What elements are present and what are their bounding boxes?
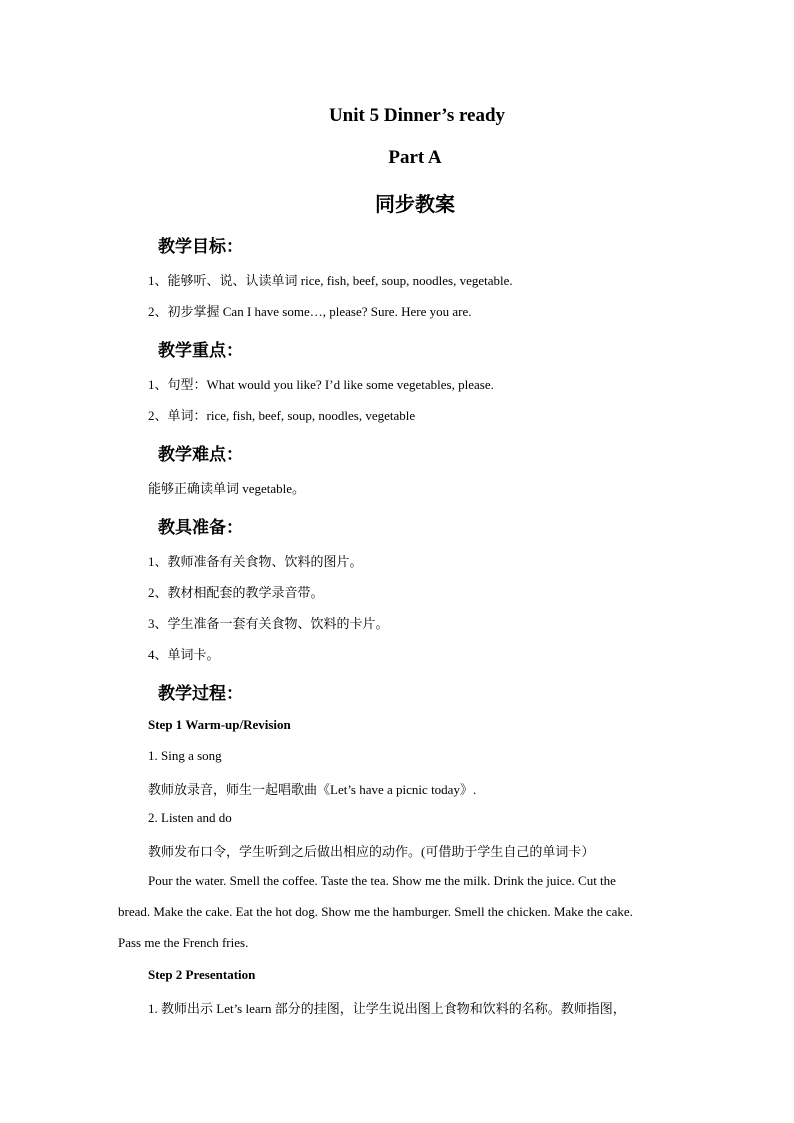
material-item: 1、教师准备有关食物、饮料的图片。 <box>148 554 363 569</box>
step2-text: 1. 教师出示 Let’s learn 部分的挂图，让学生说出图上食物和饮料的名称。教师指图， <box>148 1001 626 1016</box>
step1-paragraph-line: bread. Make the cake. Eat the hot dog. Show me the hamburger. Smell the chicken. Make the cake. <box>118 904 633 919</box>
materials-heading: 教具准备： <box>158 518 243 538</box>
objective-item: 2、初步掌握 Can I have some…, please? Sure. Here you are. <box>148 304 472 319</box>
difficulties-heading: 教学难点： <box>158 445 243 465</box>
step1-paragraph-line: Pour the water. Smell the coffee. Taste the tea. Show me the milk. Drink the juice. Cut the <box>148 873 616 888</box>
material-item: 4、单词卡。 <box>148 647 220 662</box>
key-points-heading: 教学重点： <box>158 341 243 361</box>
document-subtitle: Part A <box>388 147 442 168</box>
step1-text: 教师放录音，师生一起唱歌曲《Let’s have a picnic today》. <box>148 782 477 797</box>
document-title: Unit 5 Dinner’s ready <box>328 105 506 126</box>
objective-item: 1、能够听、说、认读单词 rice, fish, beef, soup, noodles, vegetable. <box>148 273 513 288</box>
step1-subheading: 1. Sing a song <box>148 748 222 763</box>
key-point-item: 2、单词：rice, fish, beef, soup, noodles, vegetable <box>148 408 416 423</box>
step1-subheading: 2. Listen and do <box>148 810 232 825</box>
document-heading: 同步教案 <box>375 192 455 216</box>
material-item: 3、学生准备一套有关食物、饮料的卡片。 <box>148 616 389 631</box>
difficulty-item: 能够正确读单词 vegetable。 <box>148 481 306 496</box>
step1-paragraph-line: Pass me the French fries. <box>118 935 249 950</box>
process-heading: 教学过程： <box>158 684 243 704</box>
key-point-item: 1、句型：What would you like? I’d like some vegetables, please. <box>148 377 494 392</box>
step1-title: Step 1 Warm-up/Revision <box>148 717 291 732</box>
objectives-heading: 教学目标： <box>158 237 243 257</box>
step2-title: Step 2 Presentation <box>148 967 256 982</box>
step1-text: 教师发布口令，学生听到之后做出相应的动作。(可借助于学生自己的单词卡） <box>148 844 595 859</box>
material-item: 2、教材相配套的教学录音带。 <box>148 585 324 600</box>
